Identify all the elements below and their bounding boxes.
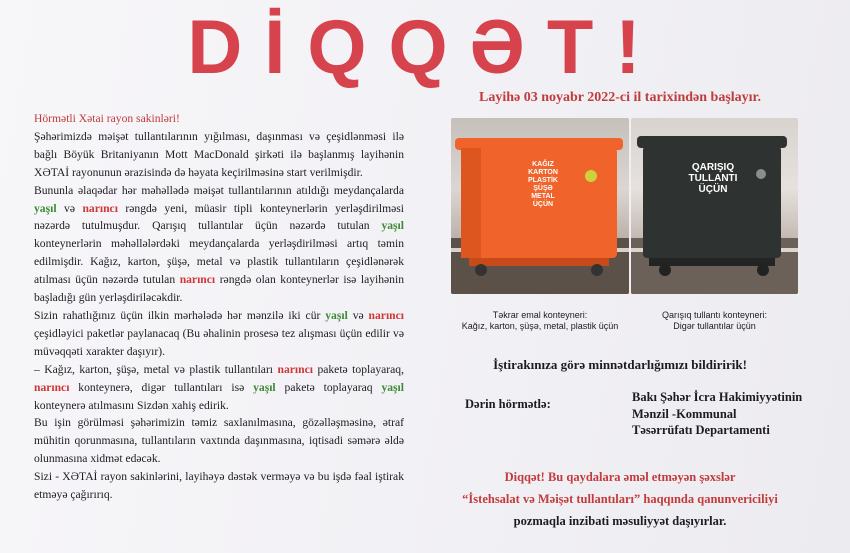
paragraph-6: Sizi - XƏTAİ rayon sakinlərini, layihəyə dəstək verməyə və bu işdə fəal iştirak etməyə çağırırıq.	[34, 470, 404, 502]
green-word: yaşıl	[381, 380, 404, 394]
paragraph-5: Bu işin görülməsi şəhərimizin təmiz saxlanılmasına, gözəlləşməsinə, ətraf mühitin qorunmasına, tullantıların vaxtında daşınmasına, iqtisadi səmərə əldə olunmasına xidmət edəcək.	[34, 416, 404, 466]
legal-warning: Diqqət! Bu qaydalara əməl etməyən şəxslər “İstehsalat və Məişət tullantıları” haqqında qanunvericiliyi pozmaqla inzibati məsuliyyət daşıyırlar.	[462, 470, 778, 528]
orange-word: narıncı	[34, 380, 70, 394]
green-word: yaşıl	[34, 201, 57, 215]
caption-recycling: Təkrar emal konteyneri: Kağız, karton, şüşə, metal, plastik üçün	[461, 310, 619, 331]
notice-title: DİQQƏT!	[187, 5, 663, 90]
recycling-bin-photo	[451, 118, 629, 294]
orange-word: narıncı	[179, 273, 216, 287]
orange-word: narıncı	[277, 362, 313, 376]
greeting: Hörmətli Xətai rayon sakinləri!	[34, 112, 180, 125]
orange-word: narıncı	[368, 308, 404, 322]
paragraph-3: Sizin rahatlığınız üçün ilkin mərhələdə hər mənzilə iki cür yaşıl və narıncı çeşidləyici paketlər paylanacaq (Bu əhalinin prosesə tez alışması üçün edilir və müvəqqəti xarakter daşıyır).	[34, 308, 404, 358]
orange-bin-icon	[451, 118, 629, 294]
thanks-line: İştirakınıza görə minnətdarlığımızı bildiririk!	[493, 357, 747, 372]
paragraph-2: Bununla əlaqədar hər məhəllədə məişət tullantılarının atıldığı meydançalarda yaşıl və narıncı rəngdə yeni, müasir tipli konteynerlərin yerləşdirilməsi nəzərdə tutulmuşdur. Qarışıq tullantılar üçün nəzərdə tutulan yaşıl konteynerlərin məhəllələrdəki meydançalarda yerləşdirilməsi artıq təmin edilmişdir. Kağız, karton, şüşə, metal və plastik tullantıların çeşidlənərək atılması üçün nəzərdə tutulan narıncı rəngdə olan konteynerlər isə layihənin başladığı gün yerləşdiriləcəkdir.	[34, 183, 404, 305]
bin2-label: QARIŞIQ TULLANTI ÜÇÜN	[688, 162, 738, 195]
mixed-waste-bin-photo	[631, 118, 798, 294]
green-word: yaşıl	[253, 380, 276, 394]
respect-line: Dərin hörmətlə:	[465, 397, 551, 411]
project-start-date: Layihə 03 noyabr 2022-ci il tarixindən başlayır.	[479, 90, 761, 105]
caption-mixed: Qarışıq tullantı konteyneri: Digər tullantılar üçün	[661, 310, 768, 331]
orange-word: narıncı	[82, 201, 118, 215]
bin1-label: KAĞIZ KARTON PLASTİK ŞÜŞƏ METAL ÜÇÜN	[528, 161, 558, 208]
paragraph-1: Şəhərimizdə məişət tullantılarının yığılması, daşınması və çeşidlənməsi ilə bağlı Böyük Britaniyanın Mott MacDonald şirkəti ilə başlanmış layihənin XƏTAİ rayonunun ərazisində də həyata keçirilməsinə start verilmişdir.	[34, 129, 404, 179]
paragraph-4: – Kağız, karton, şüşə, metal və plastik tullantıları narıncı paketə toplayaraq, narıncı konteynerə, digər tullantıları isə yaşıl paketə toplayaraq yaşıl konteynerə atılmasını Sizdən xahiş edirik.	[34, 362, 404, 412]
dark-bin-icon	[631, 118, 798, 294]
signature-org: Bakı Şəhər İcra Hakimiyyətinin Mənzil -Kommunal Təsərrüfatı Departamenti	[632, 390, 803, 437]
green-word: yaşıl	[325, 308, 348, 322]
left-column	[34, 110, 404, 504]
green-word: yaşıl	[381, 219, 404, 233]
